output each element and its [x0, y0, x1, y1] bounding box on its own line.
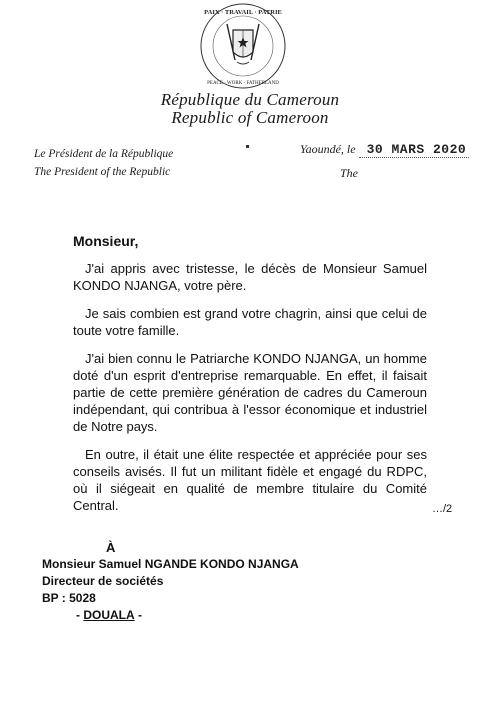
city-prefix: - [76, 608, 84, 622]
recipient-city: DOUALA [83, 608, 135, 622]
salutation: Monsieur, [73, 233, 139, 249]
paragraph: J'ai bien connu le Patriarche KONDO NJANGA, un homme doté d'un esprit d'entreprise remarquable. En effet, il faisait partie de cette première génération de cadres du Cameroun indépendant, qui contribua à l'essor économique et industriel de Notre pays. [73, 351, 427, 434]
republic-title-fr: République du Cameroun [160, 90, 340, 109]
coat-of-arms-seal [199, 2, 287, 90]
place-label-fr: Yaoundé, le [300, 142, 356, 156]
letter-body [73, 260, 427, 525]
recipient-to-label: À [106, 540, 116, 555]
republic-title-en: Republic of Cameroon [171, 108, 329, 127]
president-title-en: The President of the Republic [34, 166, 171, 178]
page-marker: …/2 [432, 503, 453, 515]
recipient-title: Directeur de sociétés [42, 574, 164, 588]
place-label-en: The [340, 166, 358, 180]
city-suffix: - [134, 608, 143, 622]
recipient-po-box: BP : 5028 [42, 591, 96, 605]
paragraph: Je sais combien est grand votre chagrin, ainsi que celui de toute votre famille. [73, 306, 427, 338]
paragraph: J'ai appris avec tristesse, le décès de Monsieur Samuel KONDO NJANGA, votre père. [73, 261, 427, 293]
date-stamp: 30 MARS 2020 [359, 142, 470, 158]
recipient-block [42, 539, 299, 624]
paragraph: En outre, il était une élite respectée et appréciée pour ses conseils avisés. Il fut un militant fidèle et engagé du RDPC, où il siégeait en qualité de membre titulaire du Comité Central. [73, 447, 427, 513]
president-title-fr: Le Président de la République [34, 148, 174, 160]
recipient-city-line [42, 607, 299, 624]
svg-text:PAIX · TRAVAIL · PATRIE: PAIX · TRAVAIL · PATRIE [204, 9, 282, 16]
coat-of-arms-icon [199, 2, 287, 90]
place-date-line [300, 142, 469, 157]
svg-text:PEACE · WORK · FATHERLAND: PEACE · WORK · FATHERLAND [207, 81, 279, 86]
recipient-name: Monsieur Samuel NGANDE KONDO NJANGA [42, 557, 299, 571]
ink-dot [246, 145, 249, 148]
